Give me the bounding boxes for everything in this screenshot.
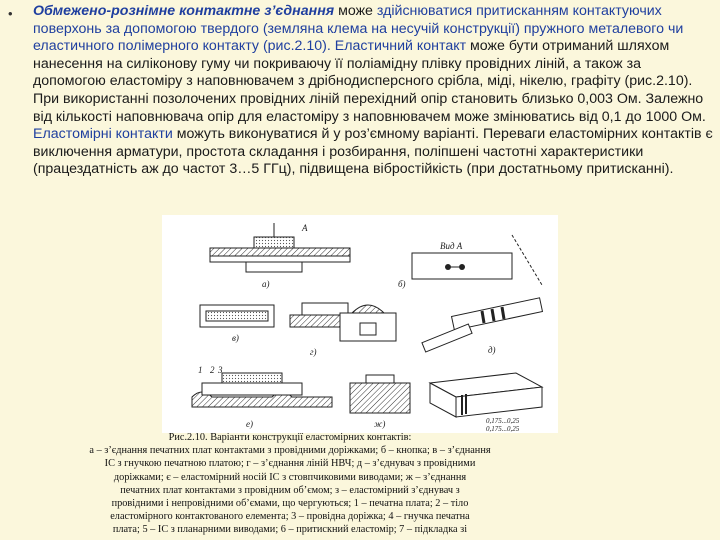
text-segment: може (334, 3, 377, 19)
fig-label-vid-a: Вид А (440, 241, 463, 251)
text-segment: можуть виконуватися й у роз’ємному варіанті. Переваги еластомірних контактів є виключення арматури, простота складання і розбирання, поліпшені частотні характеристики (працездатність аж до частот 3…5 ГГц), підвищена віброcтійкість (при достатньому притисканні). (33, 126, 713, 178)
fig-label-zh: ж) (374, 419, 386, 429)
fig-num-1: 1 (198, 365, 203, 375)
fig-e-carrier (192, 365, 332, 429)
body-paragraph (33, 3, 713, 179)
elastic-contact-term: Еластичний контакт (334, 38, 467, 55)
fig-dim-1: 0,175...0,25 (486, 417, 520, 425)
caption-line: еластомірного контактованого елемента; 3 – провідна доріжка; 4 – гнучка печатна (110, 511, 470, 523)
fig-a-connector (210, 223, 350, 289)
caption-line: а – з’єднання печатних плат контактами з провідними доріжками; б – кнопка; в – з’єднання (89, 445, 491, 457)
figure-caption (40, 431, 540, 537)
fig-z-alternating (430, 373, 542, 433)
text-segment-blue: здійснюватися притисканням контактуючих поверхонь за допомогою твердого (земляна клема на несучій конструкції) пружного металевого чи еластичного полімерного контакту (рис.2.10). (33, 3, 684, 55)
fig-num-2: 2 (210, 365, 215, 375)
caption-line: провідними і непровідними об’ємами, що чергуються; 1 – печатна плата; 2 – тіло (111, 498, 469, 510)
fig-label-A: A (302, 223, 308, 233)
fig-num-3: 3 (218, 365, 223, 375)
bullet-marker: • (8, 6, 13, 21)
fig-dim-2: 0,175...0,25 (486, 425, 520, 433)
fig-label-a: a) (262, 279, 270, 289)
elastomer-contacts-term: Еластомірні контакти (33, 126, 173, 143)
text-segment: може бути отриманий шляхом нанесення на силіконову гуму чи покриваючу її поліамідну плівку провідних ліній, а також за допомогою еластоміру з наповнювачем з дрібнодисперсного срібла, міді, нікелю, графіту (рис.2.10). При використанні позолочених провідних ліній перехідний опір становить близько 0,003 Ом. Залежно від кількості наповнювача опір для еластоміру з наповнювачем може змінюватись від 0,1 до 1000 Ом. (33, 38, 706, 125)
fig-d-strip (422, 298, 543, 355)
fig-zh-volume (350, 375, 410, 429)
caption-line: печатних плат контактами з провідним об’ємом; з – еластомірний з’єднувач з (120, 484, 460, 496)
fig-b-button (200, 305, 274, 343)
fig-label-v: в) (232, 333, 239, 343)
fig-label-g: г) (310, 347, 317, 357)
fig-label-b: б) (398, 279, 406, 289)
fig-view-a (398, 235, 542, 289)
fig-label-e: е) (246, 419, 253, 429)
caption-line: доріжками; є – еластомірний носій ІС з стовпчиковими виводами; ж – з’єднання (113, 471, 467, 483)
caption-line: плата; 5 – ІС з планарними виводами; 6 – притискний еластомір; 7 – підкладка зі (112, 524, 468, 536)
fig-label-d: д) (488, 345, 496, 355)
caption-line: ІС з гнучкою печатною платою; г – з’єднання ліній НВЧ; д – з’єднувач з провідними (104, 458, 476, 470)
caption-line: Рис.2.10. Варіанти конструкції еластомірних контактів: (168, 432, 412, 443)
term-heading: Обмежено-рознімне контактне з’єднання (33, 3, 335, 19)
figure-elastomer-contacts (162, 215, 558, 433)
